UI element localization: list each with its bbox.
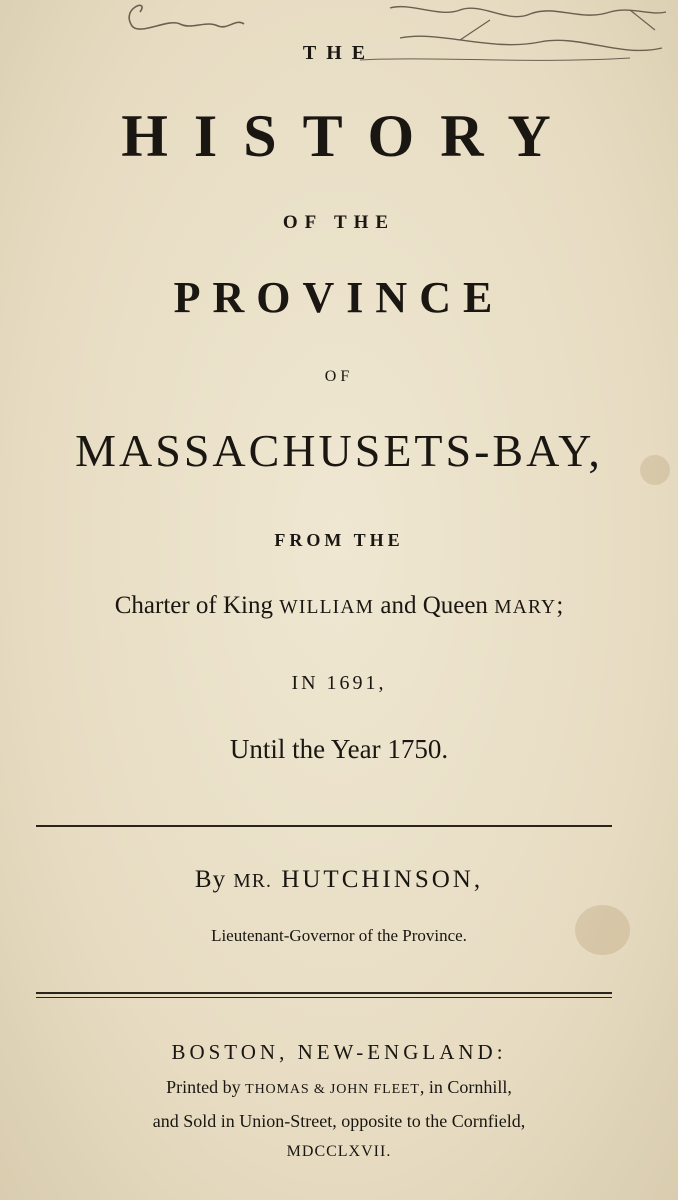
- imprint-sold-in: and Sold in Union-Street, opposite to the Cornfield,: [152, 1111, 526, 1131]
- paper-stain: [575, 905, 630, 955]
- printed-by-prefix: Printed by: [166, 1077, 246, 1097]
- charter-text-2: and Queen: [374, 592, 495, 619]
- imprint-printed-by: [0, 1077, 678, 1098]
- title-word-the: THE: [302, 42, 376, 64]
- printed-by-suffix: , in Cornhill,: [419, 1077, 512, 1097]
- author-honorific: MR.: [233, 871, 273, 892]
- title-word-history: HISTORY: [121, 103, 577, 169]
- charter-text-1: Charter of King: [114, 592, 280, 619]
- title-of-the: OF THE: [282, 212, 396, 233]
- paper-stain: [640, 455, 670, 485]
- divider-rule-top: [36, 825, 612, 827]
- title-massachusets-bay: MASSACHUSETS-BAY,: [75, 425, 603, 476]
- author-line: [0, 866, 678, 894]
- title-word-province: PROVINCE: [173, 273, 505, 322]
- charter-text-3: ;: [556, 592, 564, 619]
- charter-name-william: WILLIAM: [279, 597, 375, 618]
- title-from-the: FROM THE: [274, 530, 404, 550]
- until-year-1750: Until the Year 1750.: [229, 734, 449, 764]
- imprint-date: MDCCLXVII.: [286, 1143, 392, 1160]
- printers-names: THOMAS & JOHN FLEET: [245, 1081, 420, 1097]
- author-title: Lieutenant-Governor of the Province.: [211, 926, 467, 945]
- imprint-city: BOSTON, NEW-ENGLAND:: [171, 1040, 507, 1064]
- year-1691: IN 1691,: [291, 672, 387, 694]
- divider-rule-bottom: [36, 992, 612, 998]
- charter-name-mary: MARY: [494, 597, 557, 618]
- author-by: By: [194, 866, 234, 893]
- title-of: OF: [324, 368, 354, 385]
- author-name: HUTCHINSON,: [272, 866, 484, 893]
- charter-line: [0, 592, 678, 620]
